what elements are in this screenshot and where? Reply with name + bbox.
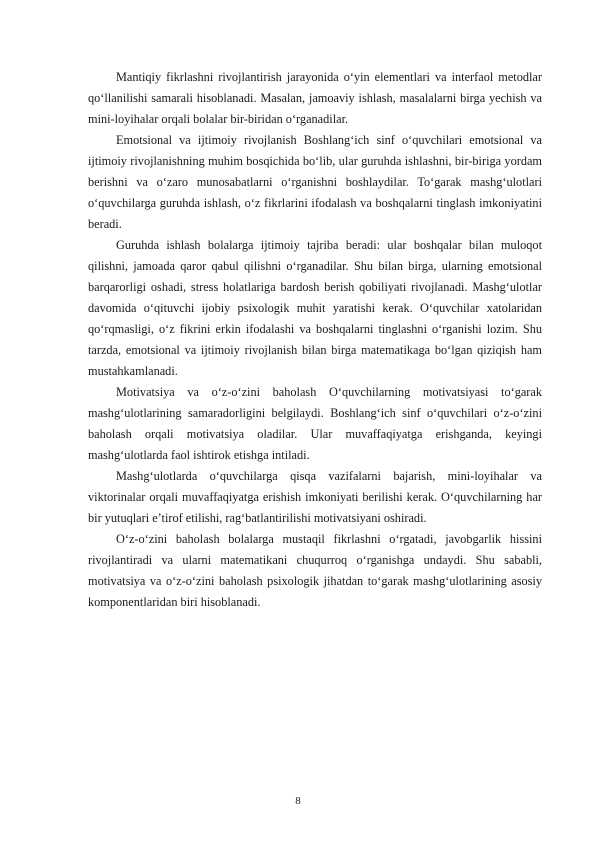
body-text: [88, 67, 542, 613]
page-number: 8: [295, 795, 301, 807]
paragraph-3: Guruhda ishlash bolalarga ijtimoiy tajriba beradi: ular boshqalar bilan muloqot qilishni, jamoada qaror qabul qilishni o‘rganadilar. Shu bilan birga, ularning emotsional barqarorligi oshadi, stress holatlariga bardosh berish qobiliyati rivojlanadi. Mashg‘ulotlar davomida o‘qituvchi ijobiy psixologik muhit yaratishi kerak. O‘quvchilar xatolaridan qo‘rqmasligi, o‘z fikrini erkin ifodalashi va boshqalarni tinglashni o‘rganishi lozim. Shu tarzda, emotsional va ijtimoiy rivojlanish bilan birga matematikaga bo‘lgan qiziqish ham mustahkamlanadi.: [88, 238, 542, 378]
paragraph-4: Motivatsiya va o‘z-o‘zini baholash O‘quvchilarning motivatsiyasi to‘garak mashg‘ulotlarining samaradorligini belgilaydi. Boshlang‘ich sinf o‘quvchilari o‘z-o‘zini baholash orqali motivatsiya oladilar. Ular muvaffaqiyatga erishganda, keyingi mashg‘ulotlarda faol ishtirok etishga intiladi.: [88, 385, 542, 462]
paragraph-1: Mantiqiy fikrlashni rivojlantirish jarayonida o‘yin elementlari va interfaol metodlar qo‘llanilishi samarali hisoblanadi. Masalan, jamoaviy ishlash, masalalarni birga yechish va mini-loyihalar orqali bolalar bir-biridan o‘rganadilar.: [88, 70, 542, 126]
paragraph-5: Mashg‘ulotlarda o‘quvchilarga qisqa vazifalarni bajarish, mini-loyihalar va viktorinalar orqali muvaffaqiyatga erishish imkoniyati berilishi kerak. O‘quvchilarning har bir yutuqlari e’tirof etilishi, rag‘batlantirilishi motivatsiyani oshiradi.: [88, 469, 542, 525]
paragraph-2: Emotsional va ijtimoiy rivojlanish Boshlang‘ich sinf o‘quvchilari emotsional va ijtimoiy rivojlanishning muhim bosqichida bo‘lib, ular guruhda ishlashni, bir-biriga yordam berishni va o‘zaro munosabatlarni o‘rganishni boshlaydilar. To‘garak mashg‘ulotlari o‘quvchilarga guruhda ishlash, o‘z fikrlarini ifodalash va boshqalarni tinglash imkoniyatini beradi.: [88, 133, 542, 231]
paragraph-6: O‘z-o‘zini baholash bolalarga mustaqil fikrlashni o‘rgatadi, javobgarlik hissini rivojlantiradi va ularni matematikani chuqurroq o‘rganishga undaydi. Shu sababli, motivatsiya va o‘z-o‘zini baholash psixologik jihatdan to‘garak mashg‘ulotlarining asosiy komponentlaridan biri hisoblanadi.: [88, 532, 542, 609]
watermark: ​: [132, 19, 168, 181]
